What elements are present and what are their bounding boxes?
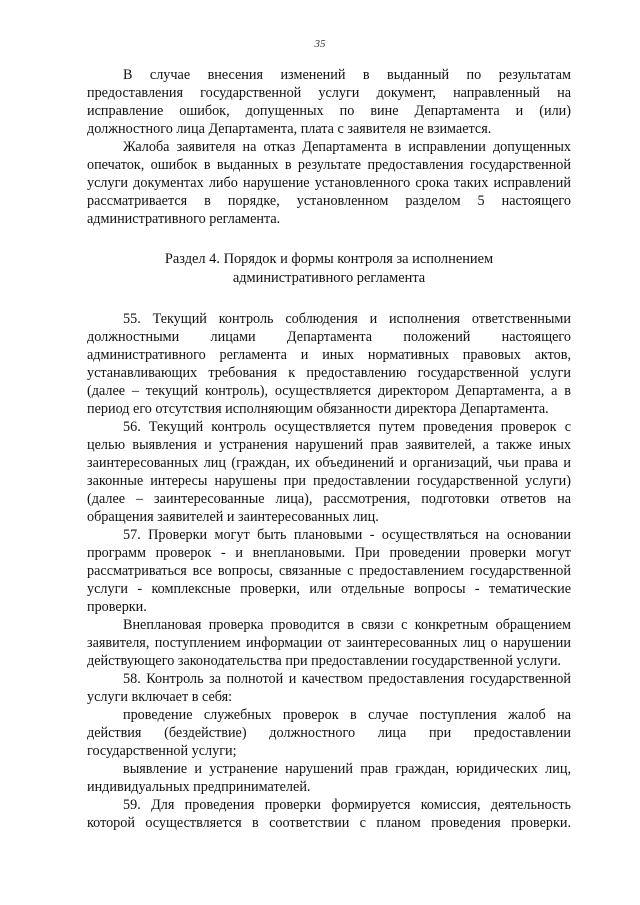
paragraph-unscheduled-check: Внеплановая проверка проводится в связи с конкретным обращением заявителя, поступлением информации от заинтересованных лиц о нарушении действующего законодательства при предоставлении государственной услуги. [87, 617, 571, 669]
paragraph-56: 56. Текущий контроль осуществляется путем проведения проверок с целью выявления и устранения нарушений прав заявителей, а также иных заинтересованных лиц (граждан, их объединений и организаций, чьи права и законные интересы нарушены при предоставлении государственной услуги) (далее – заинтересованные лица), рассмотрения, подготовки ответов на обращения заявителей и заинтересованных лиц. [87, 419, 571, 525]
section-heading-line1: Раздел 4. Порядок и формы контроля за исполнением [164, 251, 494, 267]
paragraph-correction-fee: В случае внесения изменений в выданный по результатам предоставления государственной услуги документ, направленный на исправление ошибок, допущенных по вине Департамента и (или) должностного лица Департамента, плата с заявителя не взимается. [87, 67, 571, 137]
page-number: 35 [314, 38, 326, 50]
document-body [87, 66, 571, 832]
paragraph-57: 57. Проверки могут быть плановыми - осуществляться на основании программ проверок - и внеплановыми. При проведении проверки могут рассматриваться все вопросы, связанные с предоставлением государственной услуги - комплексные проверки, или отдельные вопросы - тематические проверки. [87, 527, 571, 615]
paragraph-violations: выявление и устранение нарушений прав граждан, юридических лиц, индивидуальных предпринимателей. [87, 761, 571, 795]
paragraph-58: 58. Контроль за полнотой и качеством предоставления государственной услуги включает в себя: [87, 671, 571, 705]
section-heading-line2: административного регламента [232, 270, 426, 286]
paragraph-complaint: Жалоба заявителя на отказ Департамента в исправлении допущенных опечаток, ошибок в выданных в результате предоставления государственной услуги документах либо нарушение установленного срока таких исправлений рассматривается в порядке, установленном разделом 5 настоящего административного регламента. [87, 139, 571, 227]
paragraph-59: 59. Для проведения проверки формируется комиссия, деятельность которой осуществляется в соответствии с планом проведения проверки. [87, 797, 571, 831]
paragraph-55: 55. Текущий контроль соблюдения и исполнения ответственными должностными лицами Департамента положений настоящего административного регламента и иных нормативных правовых актов, устанавливающих требования к предоставлению государственной услуги (далее – текущий контроль), осуществляется директором Департамента, а в период его отсутствия исполняющим обязанности директора Департамента. [87, 311, 571, 417]
section-heading [87, 250, 571, 288]
paragraph-official-checks: проведение служебных проверок в случае поступления жалоб на действия (бездействие) должностного лица при предоставлении государственной услуги; [87, 707, 571, 759]
